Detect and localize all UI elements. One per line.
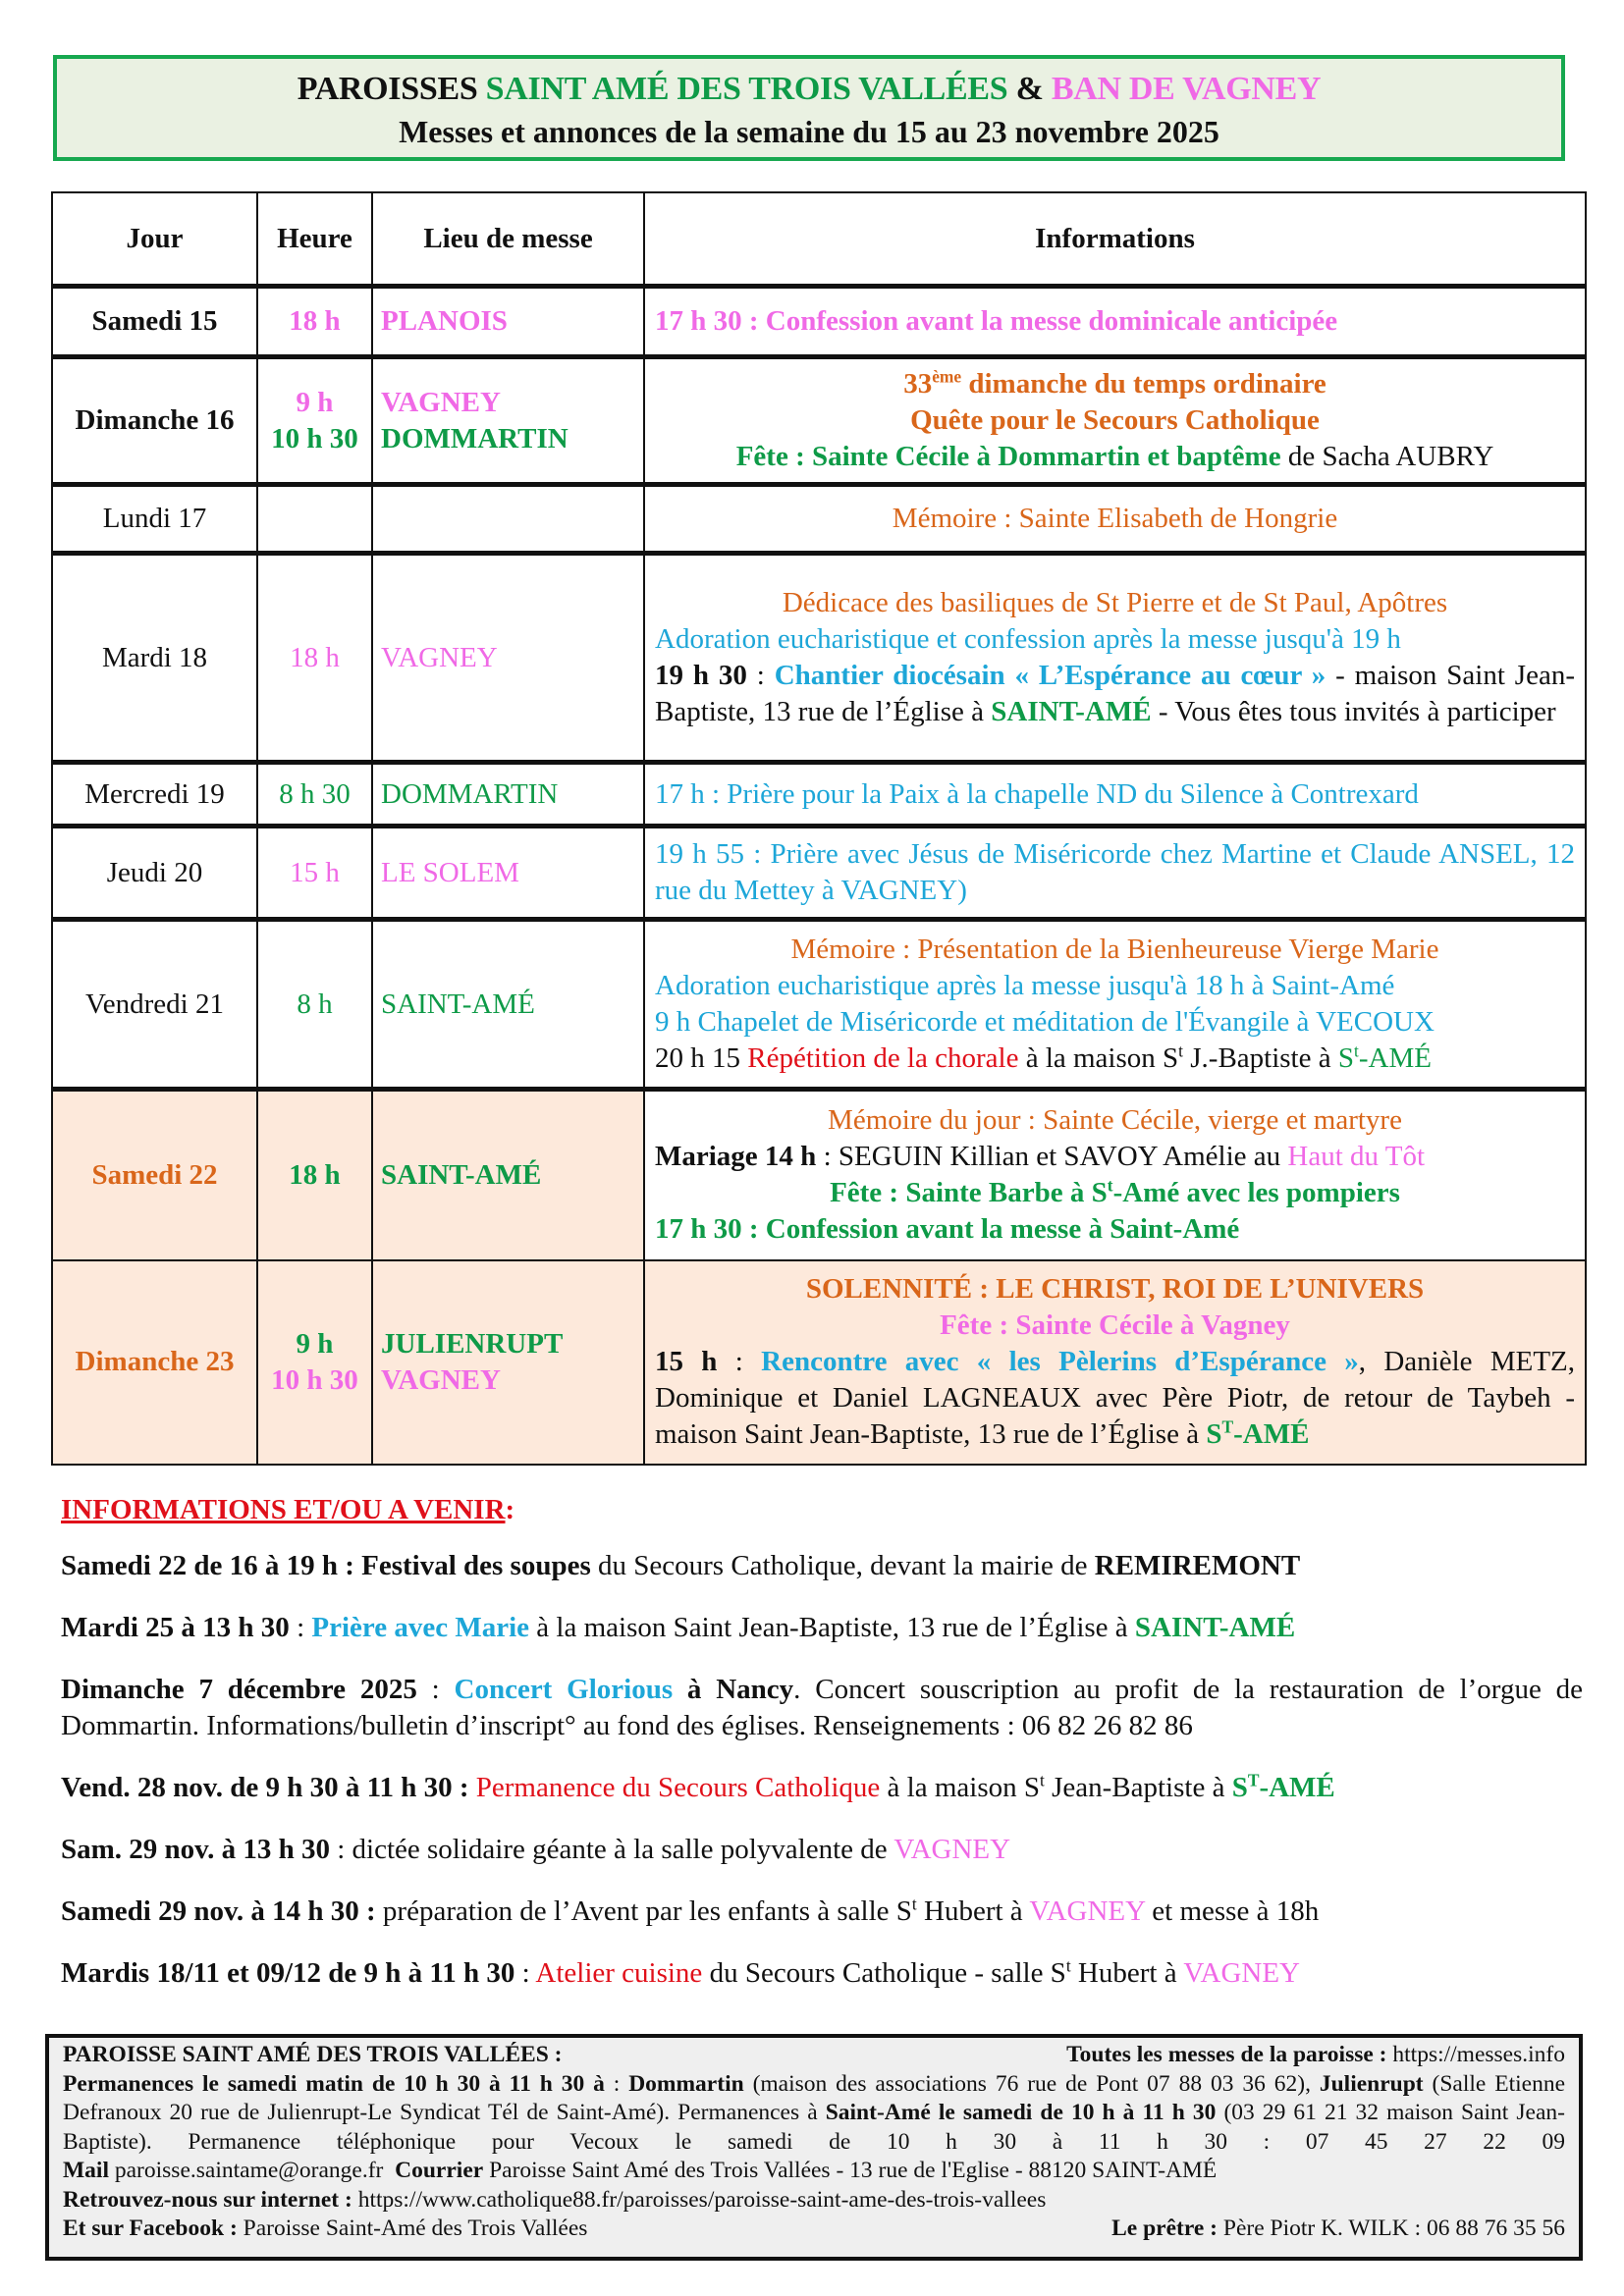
info-line: 33ème dimanche du temps ordinaire [903, 366, 1326, 400]
table-row [52, 357, 1586, 485]
table-row [52, 827, 1586, 920]
parishes-title [57, 71, 1561, 108]
title-part-paroisses: PAROISSES [297, 71, 478, 107]
info-line: Fête : Sainte Cécile à Dommartin et baptême de Sacha AUBRY [735, 441, 1494, 472]
info-line: Dédicace des basiliques de St Pierre et de St Paul, Apôtres [782, 587, 1448, 618]
place-2: VAGNEY [381, 1363, 501, 1396]
time-cell: 18 h [257, 554, 372, 763]
info-cell [644, 1090, 1586, 1260]
info-cell [644, 920, 1586, 1090]
header-jour: Jour [52, 192, 257, 287]
day-cell: Mardi 18 [52, 554, 257, 763]
website-link[interactable]: https://www.catholique88.fr/paroisses/paroisse-saint-ame-des-trois-vallees [352, 2186, 1047, 2213]
info-cell: 17 h 30 : Confession avant la messe dominicale anticipée [644, 287, 1586, 357]
info-line: Adoration eucharistique et confession après la messe jusqu'à 19 h [655, 623, 1401, 655]
facebook-link[interactable]: Paroisse Saint-Amé des Trois Vallées [237, 2216, 588, 2241]
week-subtitle: Messes et annonces de la semaine du 15 au 23 novembre 2025 [399, 114, 1219, 149]
footer-title-row [63, 2041, 1565, 2070]
info-line: Quête pour le Secours Catholique [910, 404, 1320, 436]
info-line: SOLENNITÉ : LE CHRIST, ROI DE L’UNIVERS [805, 1273, 1425, 1305]
day-cell: Vendredi 21 [52, 920, 257, 1090]
info-line: Mariage 14 h : SEGUIN Killian et SAVOY Amélie au Haut du Tôt [655, 1141, 1426, 1173]
time-cell: 8 h [257, 920, 372, 1090]
header-informations: Informations [644, 192, 1586, 287]
day-cell: Samedi 22 [52, 1090, 257, 1260]
title-part-ban-de-vagney: BAN DE VAGNEY [1051, 71, 1322, 107]
info-cell [644, 554, 1586, 763]
info-item: Mardis 18/11 et 09/12 de 9 h à 11 h 30 : Atelier cuisine du Secours Catholique - salle $S^t$ Hubert à VAGNEY [61, 1955, 1301, 1989]
place-1: VAGNEY [381, 386, 501, 418]
info-cell: 17 h : Prière pour la Paix à la chapelle ND du Silence à Contrexard [644, 763, 1586, 827]
info-line: 17 h 30 : Confession avant la messe à Saint-Amé [655, 1213, 1240, 1246]
info-line: Mémoire : Sainte Elisabeth de Hongrie [892, 503, 1338, 534]
info-line: 19 h 30 : Chantier diocésain « L’Espérance au cœur » - maison Saint Jean-Baptiste, 13 rue de l’Église à SAINT-AMÉ - Vous êtes tous invités à participer [655, 660, 1575, 727]
info-line: 15 h : Rencontre avec « les Pèlerins d’Espérance », Danièle METZ, Dominique et Daniel LAGNEAUX avec Père Piotr, de retour de Taybeh - maison Saint Jean-Baptiste, 13 rue de l’Église à $S^T$-AMÉ [655, 1346, 1575, 1450]
table-row [52, 920, 1586, 1090]
day-cell: Dimanche 16 [52, 357, 257, 485]
day-cell: Samedi 15 [52, 287, 257, 357]
place-cell: LE SOLEM [372, 827, 644, 920]
info-item: Samedi 22 de 16 à 19 h : Festival des soupes du Secours Catholique, devant la mairie de REMIREMONT [61, 1550, 1301, 1581]
place-cell: SAINT-AMÉ [372, 920, 644, 1090]
table-row [52, 1090, 1586, 1260]
table-row [52, 485, 1586, 554]
header-lieu: Lieu de messe [372, 192, 644, 287]
footer-title: PAROISSE SAINT AMÉ DES TROIS VALLÉES : [63, 2042, 563, 2067]
place-cell [372, 357, 644, 485]
info-cell [644, 485, 1586, 554]
infos-heading: INFORMATIONS ET/OU A VENIR: [61, 1494, 515, 1525]
footer-permanences: Permanences le samedi matin de 10 h 30 à 11 h 30 à : Dommartin (maison des associations 76 rue de Pont 07 88 03 36 62), Julienrupt (Salle Etienne Defranoux 20 rue de Julienrupt-Le Syndicat Tél de Saint-Amé). Permanences à Saint-Amé le samedi de 10 h à 11 h 30 (03 29 61 21 32 maison Saint Jean-Baptiste). Permanence téléphonique pour Vecoux le samedi de 10 h 30 à 11 h 30 : 07 45 27 22 09 [63, 2070, 1565, 2155]
footer-mail-courrier: Mail paroisse.saintame@orange.fr Courrier Paroisse Saint Amé des Trois Vallées - 13 rue de l'Eglise - 88120 SAINT-AMÉ [63, 2158, 1218, 2183]
info-line: 9 h Chapelet de Miséricorde et méditation de l'Évangile à VECOUX [655, 1006, 1435, 1038]
footer-facebook: Et sur Facebook : Paroisse Saint-Amé des Trois Vallées [63, 2216, 588, 2241]
info-line: Fête : Sainte Barbe à $S^t$-Amé avec les pompiers [830, 1175, 1400, 1209]
place-1: JULIENRUPT [381, 1327, 564, 1360]
info-line: Mémoire du jour : Sainte Cécile, vierge et martyre [828, 1104, 1402, 1137]
info-line: Adoration eucharistique après la messe jusqu'à 18 h à Saint-Amé [655, 970, 1395, 1001]
info-item: Sam. 29 nov. à 13 h 30 : dictée solidaire géante à la salle polyvalente de VAGNEY [61, 1834, 1011, 1865]
mail-link[interactable]: paroisse.saintame@orange.fr [109, 2158, 396, 2183]
day-cell: Jeudi 20 [52, 827, 257, 920]
table-row [52, 554, 1586, 763]
footer-last-row [63, 2215, 1565, 2244]
place-cell: VAGNEY [372, 554, 644, 763]
day-cell: Mercredi 19 [52, 763, 257, 827]
title-banner [53, 55, 1565, 161]
info-item: Samedi 29 nov. à 14 h 30 : préparation de l’Avent par les enfants à salle $S^t$ Hubert à VAGNEY et messe à 18h [61, 1894, 1320, 1927]
upcoming-information [61, 1492, 1583, 2017]
mass-schedule-table [51, 191, 1587, 1466]
place-cell: SAINT-AMÉ [372, 1090, 644, 1260]
time-cell [257, 357, 372, 485]
time-cell [257, 485, 372, 554]
info-line: 19 h 55 : Prière avec Jésus de Miséricorde chez Martine et Claude ANSEL, 12 rue du Mettey à VAGNEY) [655, 838, 1575, 906]
table-row [52, 1260, 1586, 1465]
table-header-row [52, 192, 1586, 287]
time-1: 9 h [296, 386, 334, 418]
title-part-saint-ame: SAINT AMÉ DES TROIS VALLÉES [485, 71, 1008, 107]
time-2: 10 h 30 [271, 1363, 358, 1396]
info-item: Dimanche 7 décembre 2025 : Concert Glorious à Nancy. Concert souscription au profit de la restauration de l’orgue de Dommartin. Informations/bulletin d’inscript° au fond des églises. Renseignements : 06 82 26 82 86 [61, 1674, 1583, 1741]
time-cell [257, 1260, 372, 1465]
messes-link[interactable]: https://messes.info [1386, 2042, 1565, 2067]
parish-contact-box [45, 2034, 1583, 2261]
time-1: 9 h [296, 1327, 334, 1360]
place-cell: PLANOIS [372, 287, 644, 357]
info-item: Vend. 28 nov. de 9 h 30 à 11 h 30 : Permanence du Secours Catholique à la maison $S^t$ Jean-Baptiste à $S^T$-AMÉ [61, 1770, 1335, 1803]
info-cell [644, 1260, 1586, 1465]
place-cell: DOMMARTIN [372, 763, 644, 827]
table-row [52, 763, 1586, 827]
info-item: Mardi 25 à 13 h 30 : Prière avec Marie à la maison Saint Jean-Baptiste, 13 rue de l’Église à SAINT-AMÉ [61, 1612, 1296, 1643]
place-cell [372, 485, 644, 554]
info-line: 20 h 15 Répétition de la chorale à la maison $S^t$ J.-Baptiste à $S^t$-AMÉ [655, 1041, 1432, 1074]
footer-internet: Retrouvez-nous sur internet : https://www.catholique88.fr/paroisses/paroisse-saint-ame-des-trois-vallees [63, 2186, 1047, 2213]
place-cell [372, 1260, 644, 1465]
place-2: DOMMARTIN [381, 422, 568, 454]
info-cell [644, 827, 1586, 920]
time-cell: 15 h [257, 827, 372, 920]
info-line: Fête : Sainte Cécile à Vagney [940, 1309, 1290, 1341]
table-row [52, 287, 1586, 357]
time-cell: 18 h [257, 1090, 372, 1260]
footer-priest: Le prêtre : Père Piotr K. WILK : 06 88 76 35 56 [1111, 2216, 1565, 2241]
day-cell: Lundi 17 [52, 485, 257, 554]
info-line: Mémoire : Présentation de la Bienheureuse Vierge Marie [790, 934, 1439, 965]
day-cell: Dimanche 23 [52, 1260, 257, 1465]
title-part-ampersand: & [1015, 71, 1044, 107]
header-heure: Heure [257, 192, 372, 287]
time-2: 10 h 30 [271, 422, 358, 454]
time-cell: 18 h [257, 287, 372, 357]
footer-messes-info: Toutes les messes de la paroisse : https://messes.info [1066, 2042, 1565, 2067]
info-cell [644, 357, 1586, 485]
time-cell: 8 h 30 [257, 763, 372, 827]
